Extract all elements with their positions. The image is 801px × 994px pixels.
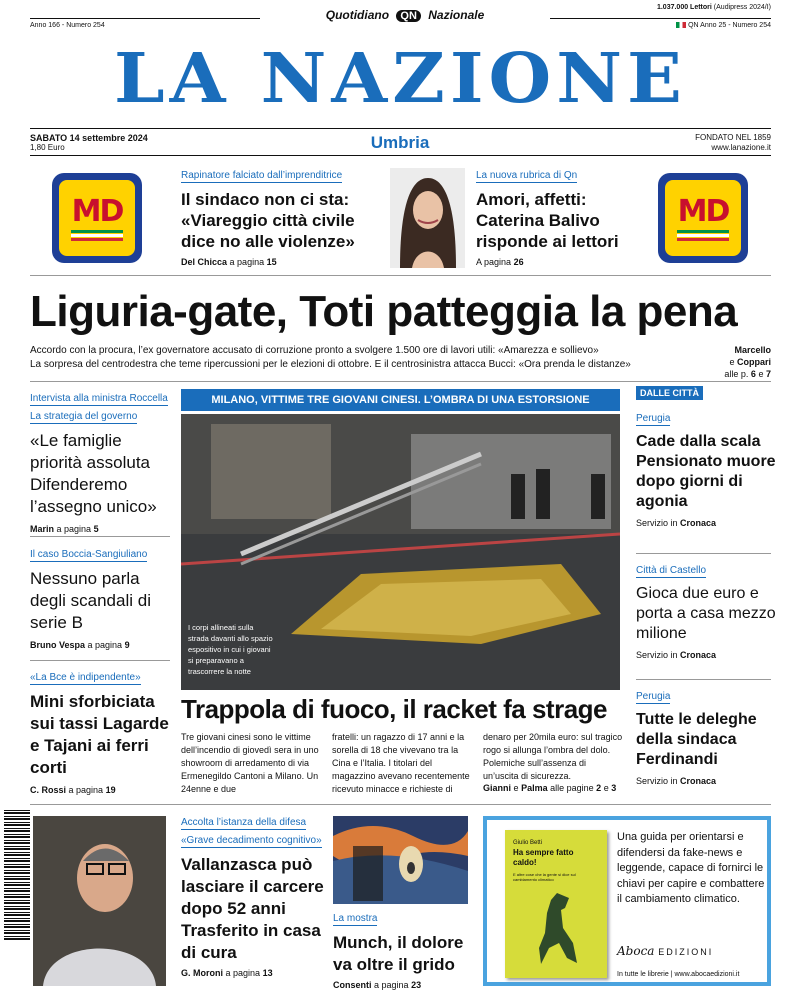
headline: Tutte le deleghe della sindaca Ferdinandi bbox=[636, 711, 757, 768]
md-ad-left[interactable]: MD bbox=[52, 173, 142, 263]
barcode bbox=[4, 810, 30, 940]
center-headline[interactable]: Trappola di fuoco, il racket fa strage bbox=[181, 694, 608, 724]
masthead bbox=[0, 0, 801, 160]
issue-number-right: QN Anno 25 - Numero 254 bbox=[676, 22, 771, 29]
byline: Del Chicca a pagina 15 bbox=[181, 257, 277, 267]
lead-summary: Accordo con la procura, l’ex governatore accusato di corruzione pronto a svolgere 1.500 ore di lavori utili: «Amarezza e sollievo» La sorpresa del centrodestra che teme ripercussioni per le elezioni di ottobre. E il centrosinistra attacca Bucci: «Ora prenda le distanze» bbox=[30, 345, 631, 370]
byline: A pagina 26 bbox=[476, 257, 524, 267]
italian-flag-icon bbox=[676, 22, 686, 28]
headline: Gioca due euro e porta a casa mezzo milione bbox=[636, 585, 776, 642]
issue-date: SABATO 14 settembre 2024 bbox=[30, 133, 148, 143]
headline: Munch, il dolore va oltre il grido bbox=[333, 933, 464, 974]
story-munch[interactable]: La mostra Munch, il dolore va oltre il grido Consenti a pagina 23 bbox=[333, 908, 473, 990]
aboca-book-ad[interactable] bbox=[483, 816, 771, 986]
balivo-photo bbox=[390, 168, 465, 268]
dalle-citta-label: DALLE CITTÀ bbox=[636, 386, 703, 400]
center-byline: Gianni e Palma alle pagine 2 e 3 bbox=[483, 783, 617, 793]
md-ad-right[interactable]: MD bbox=[658, 173, 748, 263]
lead-headline[interactable]: Liguria-gate, Toti patteggia la pena bbox=[30, 287, 738, 336]
qn-logo: QN bbox=[396, 10, 421, 22]
story-euro[interactable]: Città di Castello Gioca due euro e porta a casa mezzo milione Servizio in Cronaca bbox=[636, 565, 776, 660]
website-link[interactable]: www.lanazione.it bbox=[711, 143, 771, 152]
ad-text: Una guida per orientarsi e difendersi da fake-news e leggende, capace di fornirci le chiavi per capire e combattere il cambiamento climatico. bbox=[617, 831, 765, 905]
network-label: Quotidiano QN Nazionale bbox=[325, 8, 485, 22]
lead-byline: Marcello e Coppari alle p. 6 e 7 bbox=[724, 345, 771, 379]
headline: «Le famiglie priorità assoluta Difenderemo l’assegno unico» bbox=[30, 431, 157, 516]
readers-count: 1.037.000 Lettori (Audipress 2024/I) bbox=[656, 4, 771, 11]
headline: Il sindaco non ci sta: «Viareggio città civile dice no alle violenze» bbox=[181, 190, 355, 251]
headline: Mini sforbiciata sui tassi Lagarde e Tajani ai ferri corti bbox=[30, 692, 169, 777]
dinosaur-icon bbox=[527, 888, 587, 968]
article-col-2: fratelli: un ragazzo di 17 anni e la sorella di 18 che vivevano tra la Cina e l’Italia. I titolari del magazzino avevano recentemente ricevuto minacce e richieste di bbox=[332, 732, 470, 794]
top-story-viareggio[interactable]: Rapinatore falciato dall’imprenditrice Il sindaco non ci sta: «Viareggio città civile dice no alle violenze» Del Chicca a pagina 15 bbox=[181, 165, 381, 267]
article-col-3: denaro per 20mila euro: sul tragico rogo si allunga l’ombra del dolo. Polemiche sull’assenza di un’uscita di sicurezza. bbox=[483, 732, 623, 781]
headline: Nessuno parla degli scandali di serie B bbox=[30, 569, 151, 632]
headline: Vallanzasca può lasciare il carcere dopo 52 anni Trasferito in casa di cura bbox=[181, 855, 324, 962]
story-deleghe[interactable]: Perugia Tutte le deleghe della sindaca Ferdinandi Servizio in Cronaca bbox=[636, 686, 776, 786]
ad-footer[interactable]: In tutte le librerie | www.abocaedizioni.it bbox=[617, 971, 740, 978]
vallanzasca-photo bbox=[33, 816, 166, 986]
story-roccella[interactable]: Intervista alla ministra Roccella La strategia del governo «Le famiglie priorità assoluta Difenderemo l’assegno unico» Marin a pagina 5 bbox=[30, 388, 175, 534]
munch-photo bbox=[333, 816, 468, 904]
story-scala[interactable]: Perugia Cade dalla scala Pensionato muore dopo giorni di agonia Servizio in Cronaca bbox=[636, 413, 776, 528]
top-story-balivo[interactable]: La nuova rubrica di Qn Amori, affetti: Caterina Balivo risponde ai lettori A pagina 26 bbox=[476, 165, 636, 267]
book-cover: Giulio Betti Ha sempre fatto caldo! E altre cose che la gente si dice sul cambiamento climatico bbox=[505, 830, 607, 978]
article-col-1: Tre giovani cinesi sono le vittime dell’incendio di giovedì sera in uno showroom di arredamento di via Ermenegildo Cantoni a Milano. Un 24enne e due bbox=[181, 732, 319, 794]
issue-number-left: Anno 166 - Numero 254 bbox=[30, 22, 105, 29]
story-bce[interactable]: «La Bce è indipendente» Mini sforbiciata sui tassi Lagarde e Tajani ai ferri corti C. Rossi a pagina 19 bbox=[30, 667, 175, 795]
headline: Cade dalla scala Pensionato muore dopo giorni di agonia bbox=[636, 433, 776, 510]
edition-name: Umbria bbox=[370, 133, 430, 152]
photo-caption: I corpi allineati sulla strada davanti allo spazio espositivo in cui i giovani si preparavano a trascorrere la notte bbox=[188, 623, 273, 676]
story-vespa[interactable]: Il caso Boccia-Sangiuliano Nessuno parla degli scandali di serie B Bruno Vespa a pagina 9 bbox=[30, 544, 175, 650]
headline: Amori, affetti: Caterina Balivo risponde ai lettori bbox=[476, 190, 619, 251]
founded: FONDATO NEL 1859 bbox=[695, 133, 771, 142]
center-banner: MILANO, VITTIME TRE GIOVANI CINESI. L’OMBRA DI UNA ESTORSIONE bbox=[181, 389, 620, 411]
story-vallanzasca[interactable]: Accolta l’istanza della difesa «Grave decadimento cognitivo» Vallanzasca può lasciare il carcere dopo 52 anni Trasferito in casa di cura G. Moroni a pagina 13 bbox=[181, 812, 326, 978]
aboca-logo: Aboca EDIZIONI bbox=[617, 944, 714, 958]
newspaper-title: LA NAZIONE bbox=[114, 37, 687, 118]
price: 1,80 Euro bbox=[30, 143, 65, 152]
